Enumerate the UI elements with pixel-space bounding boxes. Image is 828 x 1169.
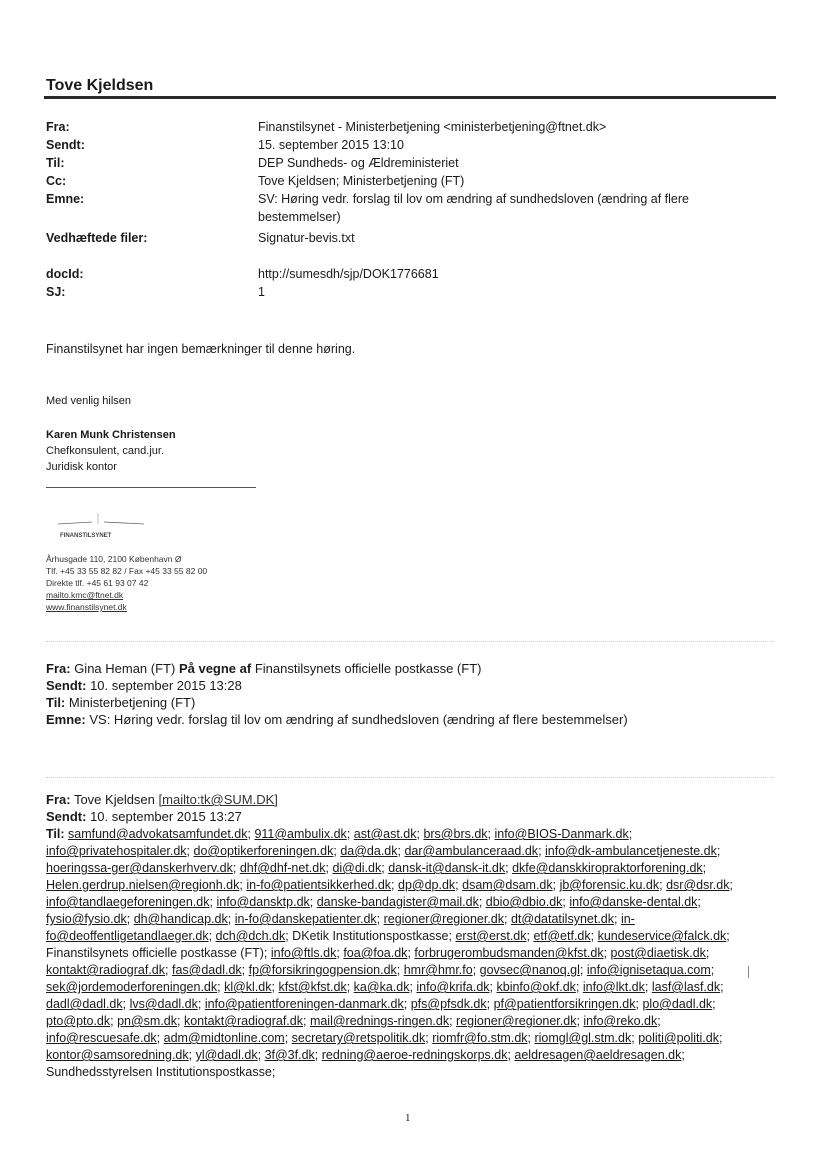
header-value: Signatur-bevis.txt [258,231,355,245]
recipient-email-link[interactable]: kundeservice@falck.dk [597,929,727,943]
separator [46,641,774,642]
recipient-email-link[interactable]: fas@dadl.dk [171,963,242,977]
recipient-email-link[interactable]: kontakt@radiograf.dk [183,1014,303,1028]
document-owner: Tove Kjeldsen [46,77,154,94]
recipient-email-link[interactable]: info@ignisetaqua.com [586,963,711,977]
recipient-email-link[interactable]: plo@dadl.dk [642,997,713,1011]
recipient-email-link[interactable]: dadl@dadl.dk [46,997,123,1011]
signature-mail-link[interactable]: mailto.kmc@ftnet.dk [46,590,124,600]
signature-name: Karen Munk Christensen [46,429,176,441]
header-label: Sendt: [46,138,85,152]
header-label: Til: [46,156,65,170]
recipient-email-link[interactable]: dkfe@danskkiropraktorforening.dk [512,861,703,875]
header-label: SJ: [46,285,66,299]
recipient-email-link[interactable]: ast@ast.dk [353,827,417,841]
recipient-email-link[interactable]: lvs@dadl.dk [129,997,198,1011]
recipient-email-link[interactable]: erst@erst.dk [455,929,527,943]
recipient-email-link[interactable]: lasf@lasf.dk [651,980,721,994]
recipient-email-link[interactable]: Helen.gerdrup.nielsen@regionh.dk [46,878,240,892]
recipient-email-link[interactable]: info@dansktp.dk [216,895,310,909]
recipient-email-link[interactable]: hmr@hmr.fo [403,963,473,977]
recipient-email-link[interactable]: in-fo@deoffentligetandlaeger.dk [46,912,635,943]
recipient-email-link[interactable]: info@privatehospitaler.dk [46,844,187,858]
recipient-email-link[interactable]: kontakt@radiograf.dk [46,963,166,977]
signature-direct-phone: Direkte tlf. +45 61 93 07 42 [46,578,149,588]
recipient-email-link[interactable]: sek@jordemoderforeningen.dk [46,980,218,994]
recipient-email-link[interactable]: riomgl@gl.stm.dk [534,1031,632,1045]
recipient-email-link[interactable]: dar@ambulanceraad.dk [404,844,539,858]
recipient-email-link[interactable]: regioner@regioner.dk [383,912,505,926]
recipient-email-link[interactable]: dp@dp.dk [398,878,456,892]
recipient-email-link[interactable]: kbinfo@okf.dk [496,980,576,994]
recipient-email-link[interactable]: di@di.dk [332,861,382,875]
recipient-email-link[interactable]: foa@foa.dk [343,946,408,960]
header-value: Finanstilsynet - Ministerbetjening <ministerbetjening@ftnet.dk> [258,120,607,134]
recipient-email-link[interactable]: pf@patientforsikringen.dk [493,997,636,1011]
recipient-email-link[interactable]: etf@etf.dk [533,929,591,943]
recipient-name: Finanstilsynets officielle postkasse (FT) [46,946,264,960]
recipient-email-link[interactable]: 3f@3f.dk [264,1048,315,1062]
recipient-email-link[interactable]: ka@ka.dk [353,980,410,994]
recipient-email-link[interactable]: forbrugerombudsmanden@kfst.dk [414,946,604,960]
recipient-email-link[interactable]: 911@ambulix.dk [254,827,347,841]
recipient-email-link[interactable]: dh@handicap.dk [133,912,228,926]
recipient-email-link[interactable]: in-fo@patientsikkerhed.dk [246,878,392,892]
forward1-from: Fra: Gina Heman (FT) På vegne af Finanstilsynets officielle postkasse (FT) [46,661,482,676]
recipient-email-link[interactable]: dt@datatilsynet.dk [510,912,614,926]
signature-web-link[interactable]: www.finanstilsynet.dk [46,602,127,612]
forward2-sent: Sendt: 10. september 2015 13:27 [46,809,242,824]
header-value: DEP Sundheds- og Ældreministeriet [258,156,459,170]
header-value: SV: Høring vedr. forslag til lov om ændring af sundhedsloven (ændring af flere bestemmelser) [258,192,689,224]
signature-title: Chefkonsulent, cand.jur. [46,445,165,457]
recipient-email-link[interactable]: danske-bandagister@mail.dk [316,895,479,909]
recipient-email-link[interactable]: info@dk-ambulancetjeneste.dk [545,844,717,858]
recipient-email-link[interactable]: kontor@samsoredning.dk [46,1048,189,1062]
header-value: Tove Kjeldsen; Ministerbetjening (FT) [258,174,465,188]
recipient-email-link[interactable]: dbio@dbio.dk [485,895,563,909]
page-number: 1 [405,1112,411,1124]
recipient-email-link[interactable]: info@lkt.dk [582,980,645,994]
header-label: Vedhæftede filer: [46,231,148,245]
recipient-name: DKetik Institutionspostkasse [292,929,449,943]
recipient-email-link[interactable]: in-fo@danskepatienter.dk [234,912,377,926]
recipient-email-link[interactable]: dch@dch.dk [215,929,286,943]
recipient-email-link[interactable]: da@da.dk [340,844,398,858]
forward1-sent: Sendt: 10. september 2015 13:28 [46,678,242,693]
forward1-subject: Emne: VS: Høring vedr. forslag til lov om ændring af sundhedsloven (ændring af flere bestemmelser) [46,712,628,727]
header-value: http://sumesdh/sjp/DOK1776681 [258,267,439,281]
recipient-email-link[interactable]: politi@politi.dk [638,1031,719,1045]
signature-department: Juridisk kontor [46,461,117,473]
recipient-email-link[interactable]: aeldresagen@aeldresagen.dk [514,1048,682,1062]
margin-mark [748,966,749,978]
forward2-from: Fra: Tove Kjeldsen [mailto:tk@SUM.DK] [46,792,278,807]
recipient-email-link[interactable]: dsam@dsam.dk [462,878,553,892]
recipient-email-link[interactable]: secretary@retspolitik.dk [291,1031,426,1045]
recipient-email-link[interactable]: dsr@dsr.dk [666,878,730,892]
recipient-email-link[interactable]: info@rescuesafe.dk [46,1031,157,1045]
recipient-email-link[interactable]: pto@pto.dk [46,1014,111,1028]
recipient-email-link[interactable]: pn@sm.dk [117,1014,178,1028]
header-label: Fra: [46,120,70,134]
greeting: Med venlig hilsen [46,395,131,407]
recipient-email-link[interactable]: info@BIOS-Danmark.dk [494,827,629,841]
separator-2 [46,777,774,778]
forward2-recipients: Til: samfund@advokatsamfundet.dk; 911@ambulix.dk; ast@ast.dk; brs@brs.dk; info@BIOS-Danmark.dk; info@privatehospitaler.dk; do@optikerforeningen.dk; da@da.dk; dar@ambulanceraad.dk; info@dk-ambulancetjeneste.dk; hoeringssa-ger@danskerhverv.dk; dhf@dhf-net.dk; di@di.dk; dansk-it@dansk-it.dk; dkfe@danskkiropraktorforening.dk; Helen.gerdrup.nielsen@regionh.dk; in-fo@patientsikkerhed.dk; dp@dp.dk; dsam@dsam.dk; jb@forensic.ku.dk; dsr@dsr.dk; info@tandlaegeforeningen.dk; info@dansktp.dk; danske-bandagister@mail.dk; dbio@dbio.dk; info@danske-dental.dk; fysio@fysio.dk; dh@handicap.dk; in-fo@danskepatienter.dk; regioner@regioner.dk; dt@datatilsynet.dk; in-fo@deoffentligetandlaeger.dk; dch@dch.dk; DKetik Institutionspostkasse; erst@erst.dk; etf@etf.dk; kundeservice@falck.dk; Finanstilsynets officielle postkasse (FT); info@ftls.dk; foa@foa.dk; forbrugerombudsmanden@kfst.dk; post@diaetisk.dk; kontakt@radiograf.dk; fas@dadl.dk; fp@forsikringogpension.dk; hmr@hmr.fo; govsec@nanoq.gl; info@ignisetaqua.com; sek@jordemoderforeningen.dk; kl@kl.dk; kfst@kfst.dk; ka@ka.dk; info@krifa.dk; kbinfo@okf.dk; info@lkt.dk; lasf@lasf.dk; dadl@dadl.dk; lvs@dadl.dk; info@patientforeningen-danmark.dk; pfs@pfsdk.dk; pf@patientforsikringen.dk; plo@dadl.dk; pto@pto.dk; pn@sm.dk; kontakt@radiograf.dk; mail@rednings-ringen.dk; regioner@regioner.dk; info@reko.dk; info@rescuesafe.dk; adm@midtonline.com; secretary@retspolitik.dk; riomfr@fo.stm.dk; riomgl@gl.stm.dk; politi@politi.dk; kontor@samsoredning.dk; yl@dadl.dk; 3f@3f.dk; redning@aeroe-redningskorps.dk; aeldresagen@aeldresagen.dk; Sundhedsstyrelsen Institutionspostkasse; [46,827,733,1079]
forward1-to: Til: Ministerbetjening (FT) [46,695,196,710]
recipient-name: Sundhedsstyrelsen Institutionspostkasse; [46,1065,276,1079]
recipient-email-link[interactable]: govsec@nanoq.gl [479,963,580,977]
signature-divider [46,487,256,488]
header-label: docId: [46,267,84,281]
recipient-email-link[interactable]: info@reko.dk [583,1014,658,1028]
header-label: Emne: [46,192,85,206]
recipient-email-link[interactable]: info@tandlaegeforeningen.dk [46,895,210,909]
recipient-email-link[interactable]: fp@forsikringogpension.dk [248,963,397,977]
recipient-email-link[interactable]: samfund@advokatsamfundet.dk [68,827,248,841]
header-value: 1 [258,285,265,299]
recipient-email-link[interactable]: pfs@pfsdk.dk [410,997,487,1011]
recipient-email-link[interactable]: kfst@kfst.dk [278,980,347,994]
finanstilsynet-logo [44,510,154,540]
recipient-email-link[interactable]: yl@dadl.dk [195,1048,258,1062]
header-value: 15. september 2015 13:10 [258,138,404,152]
recipient-email-link[interactable]: dansk-it@dansk-it.dk [388,861,506,875]
recipient-email-link[interactable]: info@patientforeningen-danmark.dk [204,997,404,1011]
recipient-email-link[interactable]: dhf@dhf-net.dk [239,861,326,875]
recipient-email-link[interactable]: do@optikerforeningen.dk [193,844,334,858]
signature-address: Århusgade 110, 2100 København Ø [46,554,182,564]
recipient-email-link[interactable]: post@diaetisk.dk [610,946,706,960]
recipient-email-link[interactable]: jb@forensic.ku.dk [559,878,660,892]
recipient-email-link[interactable]: hoeringssa-ger@danskerhverv.dk [46,861,233,875]
recipient-email-link[interactable]: info@krifa.dk [416,980,490,994]
logo-text: FINANSTILSYNET [60,533,112,539]
header-rule [44,96,776,99]
recipient-email-link[interactable]: riomfr@fo.stm.dk [432,1031,528,1045]
recipient-email-link[interactable]: info@ftls.dk [270,946,337,960]
header-label: Cc: [46,174,67,188]
signature-phone: Tlf. +45 33 55 82 82 / Fax +45 33 55 82 00 [46,566,208,576]
recipient-email-link[interactable]: mail@rednings-ringen.dk [309,1014,450,1028]
recipient-email-link[interactable]: redning@aeroe-redningskorps.dk [321,1048,508,1062]
recipient-email-link[interactable]: kl@kl.dk [224,980,272,994]
recipient-email-link[interactable]: fysio@fysio.dk [46,912,127,926]
recipient-email-link[interactable]: adm@midtonline.com [163,1031,285,1045]
recipient-email-link[interactable]: info@danske-dental.dk [569,895,698,909]
recipient-email-link[interactable]: regioner@regioner.dk [456,1014,577,1028]
recipient-email-link[interactable]: brs@brs.dk [423,827,488,841]
body-text: Finanstilsynet har ingen bemærkninger til denne høring. [46,342,356,356]
forward2-mail-link[interactable]: [mailto:tk@SUM.DK] [158,792,278,807]
